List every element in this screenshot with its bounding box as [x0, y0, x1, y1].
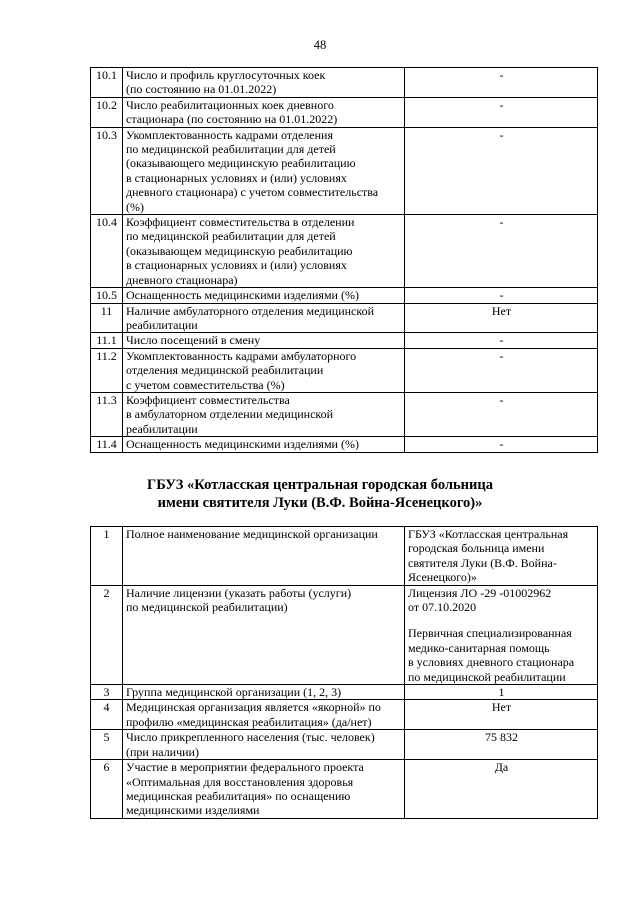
row-label: Оснащенность медицинскими изделиями (%) — [123, 288, 405, 303]
row-value: - — [405, 333, 598, 348]
row-number: 3 — [91, 685, 123, 700]
row-number: 11.3 — [91, 392, 123, 436]
table-row — [91, 97, 598, 127]
row-value: - — [405, 68, 598, 98]
license-text: Лицензия ЛО -29 -01002962 от 07.10.2020 — [408, 585, 552, 615]
table-row — [91, 127, 598, 214]
row-number: 10.1 — [91, 68, 123, 98]
row-value: 75 832 — [405, 730, 598, 760]
row-value: - — [405, 348, 598, 392]
row-value: - — [405, 392, 598, 436]
row-value: Да — [405, 760, 598, 819]
table-row — [91, 437, 598, 452]
row-label: Укомплектованность кадрами отделения по медицинской реабилитации для детей (оказывающего медицинскую реабилитацию в стационарных условиях и (или) условиях дневного стационара) с учетом совместительства (%) — [123, 127, 405, 214]
row-number: 6 — [91, 760, 123, 819]
row-label: Наличие амбулаторного отделения медицинской реабилитации — [123, 303, 405, 333]
table-row — [91, 760, 598, 819]
table-row — [91, 527, 598, 586]
row-number: 5 — [91, 730, 123, 760]
table-row — [91, 585, 598, 684]
page-number: 48 — [313, 38, 327, 52]
row-label: Укомплектованность кадрами амбулаторного отделения медицинской реабилитации с учетом совместительства (%) — [123, 348, 405, 392]
row-label: Полное наименование медицинской организации — [123, 527, 405, 586]
table-row — [91, 303, 598, 333]
row-number: 10.5 — [91, 288, 123, 303]
row-number: 10.4 — [91, 215, 123, 288]
row-number: 2 — [91, 585, 123, 684]
table-row — [91, 333, 598, 348]
row-label: Число реабилитационных коек дневного стационара (по состоянию на 01.01.2022) — [123, 97, 405, 127]
row-number: 11.2 — [91, 348, 123, 392]
row-label: Наличие лицензии (указать работы (услуги) по медицинской реабилитации) — [123, 585, 405, 684]
row-value: Нет — [405, 303, 598, 333]
row-label: Коэффициент совместительства в отделении по медицинской реабилитации для детей (оказывающем медицинскую реабилитацию в стационарных условиях и (или) условиях дневного стационара) — [123, 215, 405, 288]
row-value — [405, 585, 598, 684]
row-number: 1 — [91, 527, 123, 586]
table-row — [91, 685, 598, 700]
row-number: 4 — [91, 700, 123, 730]
row-label: Число посещений в смену — [123, 333, 405, 348]
row-label: Число прикрепленного населения (тыс. человек) (при наличии) — [123, 730, 405, 760]
row-label: Участие в мероприятии федерального проекта «Оптимальная для восстановления здоровья медицинская реабилитация» по оснащению медицинскими изделиями — [123, 760, 405, 819]
table-row — [91, 215, 598, 288]
row-label: Число и профиль круглосуточных коек (по состоянию на 01.01.2022) — [123, 68, 405, 98]
table-row — [91, 68, 598, 98]
table-row — [91, 730, 598, 760]
row-number: 10.2 — [91, 97, 123, 127]
row-number: 11.1 — [91, 333, 123, 348]
row-label: Группа медицинской организации (1, 2, 3) — [123, 685, 405, 700]
row-value: Нет — [405, 700, 598, 730]
row-number: 11 — [91, 303, 123, 333]
row-number: 11.4 — [91, 437, 123, 452]
row-value: - — [405, 288, 598, 303]
table-row — [91, 348, 598, 392]
row-label: Медицинская организация является «якорной» по профилю «медицинская реабилитация» (да/нет) — [123, 700, 405, 730]
row-value: - — [405, 127, 598, 214]
license-activity-text: Первичная специализированная медико-санитарная помощь в условиях дневного стационара по медицинской реабилитации — [408, 626, 575, 684]
section-heading: ГБУЗ «Котласская центральная городская больница имени святителя Луки (В.Ф. Война-Ясенецкого)» — [147, 477, 493, 511]
row-value: - — [405, 97, 598, 127]
row-value: ГБУЗ «Котласская центральная городская больница имени святителя Луки (В.Ф. Война- Ясенецкого)» — [405, 527, 598, 586]
table-row — [91, 700, 598, 730]
row-value: - — [405, 437, 598, 452]
row-value: 1 — [405, 685, 598, 700]
row-label: Оснащенность медицинскими изделиями (%) — [123, 437, 405, 452]
table-row — [91, 392, 598, 436]
row-number: 10.3 — [91, 127, 123, 214]
row-label: Коэффициент совместительства в амбулаторном отделении медицинской реабилитации — [123, 392, 405, 436]
organization-info-table — [90, 526, 598, 819]
table-row — [91, 288, 598, 303]
rehab-stats-table — [90, 67, 598, 453]
row-value: - — [405, 215, 598, 288]
